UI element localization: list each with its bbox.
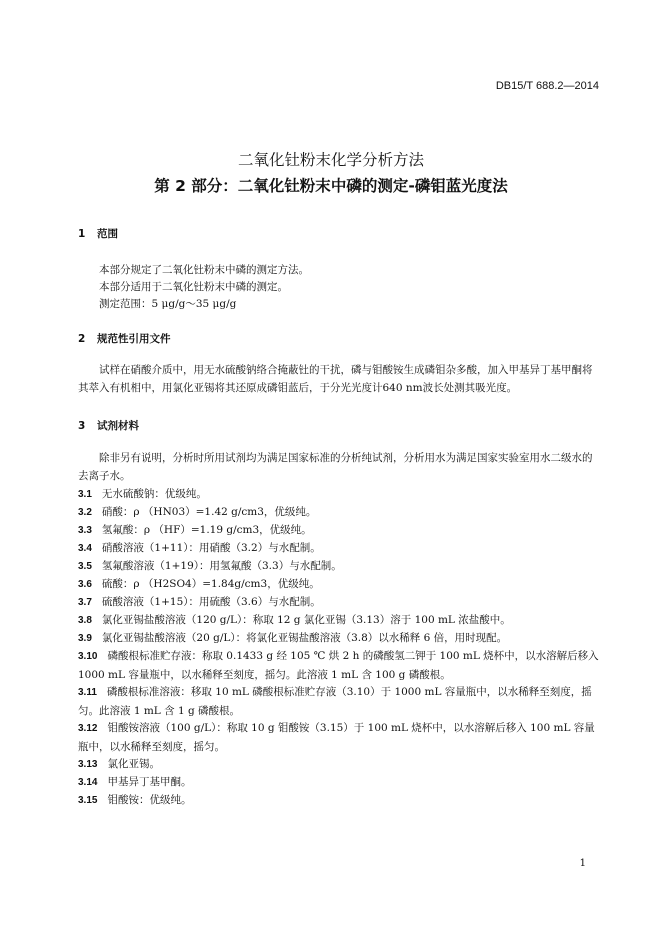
reagent-item bbox=[78, 629, 600, 648]
reagent-item bbox=[78, 539, 600, 558]
reagent-number: 3.13 bbox=[78, 759, 98, 770]
reagent-item bbox=[78, 521, 600, 540]
document-subtitle: 第 2 部分：二氧化钍粉末中磷的测定-磷钼蓝光度法 bbox=[154, 177, 508, 195]
scope-line: 本部分适用于二氧化钍粉末中磷的测定。 bbox=[99, 281, 288, 293]
reagent-text: 氯化亚锡。 bbox=[107, 758, 160, 770]
section-title: 试剂材料 bbox=[97, 420, 139, 432]
reagent-text: 硝酸溶液（1+11）：用硝酸（3.2）与水配制。 bbox=[101, 542, 321, 554]
reagent-text: 无水硫酸钠：优级纯。 bbox=[101, 488, 207, 500]
reagent-text: 氯化亚锡盐酸溶液（20 g/L）：将氯化亚锡盐酸溶液（3.8）以水稀释 6 倍，用时现配。 bbox=[101, 632, 508, 644]
reagent-number: 3.15 bbox=[78, 795, 98, 806]
reagent-text: 硫酸：ρ （H2SO4）=1.84g/cm3，优级纯。 bbox=[101, 578, 320, 590]
reagent-item bbox=[78, 503, 600, 522]
reagent-text: 氯化亚锡盐酸溶液（120 g/L）：称取 12 g 氯化亚锡（3.13）溶于 100 mL 浓盐酸中。 bbox=[101, 614, 511, 626]
reagent-item bbox=[78, 791, 600, 810]
reagent-item bbox=[78, 611, 600, 630]
principle-paragraph: 试样在硝酸介质中，用无水硫酸钠络合掩蔽钍的干扰，磷与钼酸铵生成磷钼杂多酸，加入甲基异丁基甲酮将其萃入有机相中，用氯化亚锡将其还原成磷钼蓝后，于分光光度计640 nm波长处测其吸光度。 bbox=[78, 364, 593, 394]
reagent-item bbox=[78, 485, 600, 504]
reagent-text: 磷酸根标准贮存液：称取 0.1433 g 经 105 ℃ 烘 2 h 的磷酸氢二钾于 100 mL 烧杯中，以水溶解后移入 1000 mL 容量瓶中，以水稀释至刻度，摇匀。此溶液 1 mL 含 100 g 磷酸根。 bbox=[78, 650, 599, 681]
reagent-text: 硝酸：ρ （HN03）=1.42 g/cm3，优级纯。 bbox=[101, 506, 317, 518]
reagent-number: 3.4 bbox=[78, 543, 92, 554]
section-heading-scope bbox=[78, 226, 118, 241]
reagent-number: 3.14 bbox=[78, 777, 98, 788]
reagent-number: 3.5 bbox=[78, 561, 92, 572]
reagent-number: 3.11 bbox=[78, 687, 97, 698]
reagent-number: 3.3 bbox=[78, 525, 92, 536]
reagent-text: 氢氟酸溶液（1+19）：用氢氟酸（3.3）与水配制。 bbox=[101, 560, 342, 572]
reagent-number: 3.12 bbox=[78, 723, 98, 734]
section-title: 范围 bbox=[97, 228, 118, 240]
section-heading-reagents bbox=[78, 418, 139, 433]
reagent-number: 3.9 bbox=[78, 633, 92, 644]
reagent-text: 钼酸铵：优级纯。 bbox=[107, 794, 192, 806]
section-number: 1 bbox=[78, 228, 86, 240]
reagent-text: 磷酸根标准溶液：移取 10 mL 磷酸根标准贮存液（3.10）于 1000 mL 容量瓶中，以水稀释至刻度，摇匀。此溶液 1 mL 含 1 g 磷酸根。 bbox=[78, 686, 592, 717]
reagent-item bbox=[78, 557, 600, 576]
reagent-text: 钼酸铵溶液（100 g/L）：称取 10 g 钼酸铵（3.15）于 100 mL 烧杯中，以水溶解后移入 100 mL 容量瓶中，以水稀释至刻度，摇匀。 bbox=[78, 722, 595, 753]
reagent-text: 甲基异丁基甲酮。 bbox=[107, 776, 192, 788]
document-title: 二氧化钍粉末化学分析方法 bbox=[237, 151, 424, 169]
reagent-item bbox=[78, 719, 600, 756]
section-number: 3 bbox=[78, 420, 86, 432]
reagent-number: 3.1 bbox=[78, 489, 92, 500]
reagent-number: 3.7 bbox=[78, 597, 92, 608]
reagent-item bbox=[78, 647, 600, 684]
section-heading-references bbox=[78, 331, 171, 346]
reagent-number: 3.2 bbox=[78, 507, 92, 518]
reagent-text: 氢氟酸：ρ （HF）=1.19 g/cm3，优级纯。 bbox=[101, 524, 312, 536]
reagent-number: 3.6 bbox=[78, 579, 92, 590]
section-title: 规范性引用文件 bbox=[97, 333, 171, 345]
reagent-text: 硫酸溶液（1+15）：用硫酸（3.6）与水配制。 bbox=[101, 596, 321, 608]
reagent-item bbox=[78, 593, 600, 612]
reagent-item bbox=[78, 773, 600, 792]
reagent-item bbox=[78, 755, 600, 774]
reagent-number: 3.8 bbox=[78, 615, 92, 626]
standard-number: DB15/T 688.2—2014 bbox=[495, 80, 599, 92]
reagent-item bbox=[78, 683, 600, 720]
scope-line: 本部分规定了二氧化钍粉末中磷的测定方法。 bbox=[99, 264, 309, 276]
scope-line: 测定范围：5 μg/g～35 μg/g bbox=[99, 298, 237, 310]
page-number: 1 bbox=[579, 858, 586, 869]
reagents-intro-paragraph: 除非另有说明，分析时所用试剂均为满足国家标准的分析纯试剂，分析用水为满足国家实验室用水二级水的去离子水。 bbox=[78, 452, 593, 482]
reagent-number: 3.10 bbox=[78, 651, 98, 662]
reagent-item bbox=[78, 575, 600, 594]
section-number: 2 bbox=[78, 333, 86, 345]
